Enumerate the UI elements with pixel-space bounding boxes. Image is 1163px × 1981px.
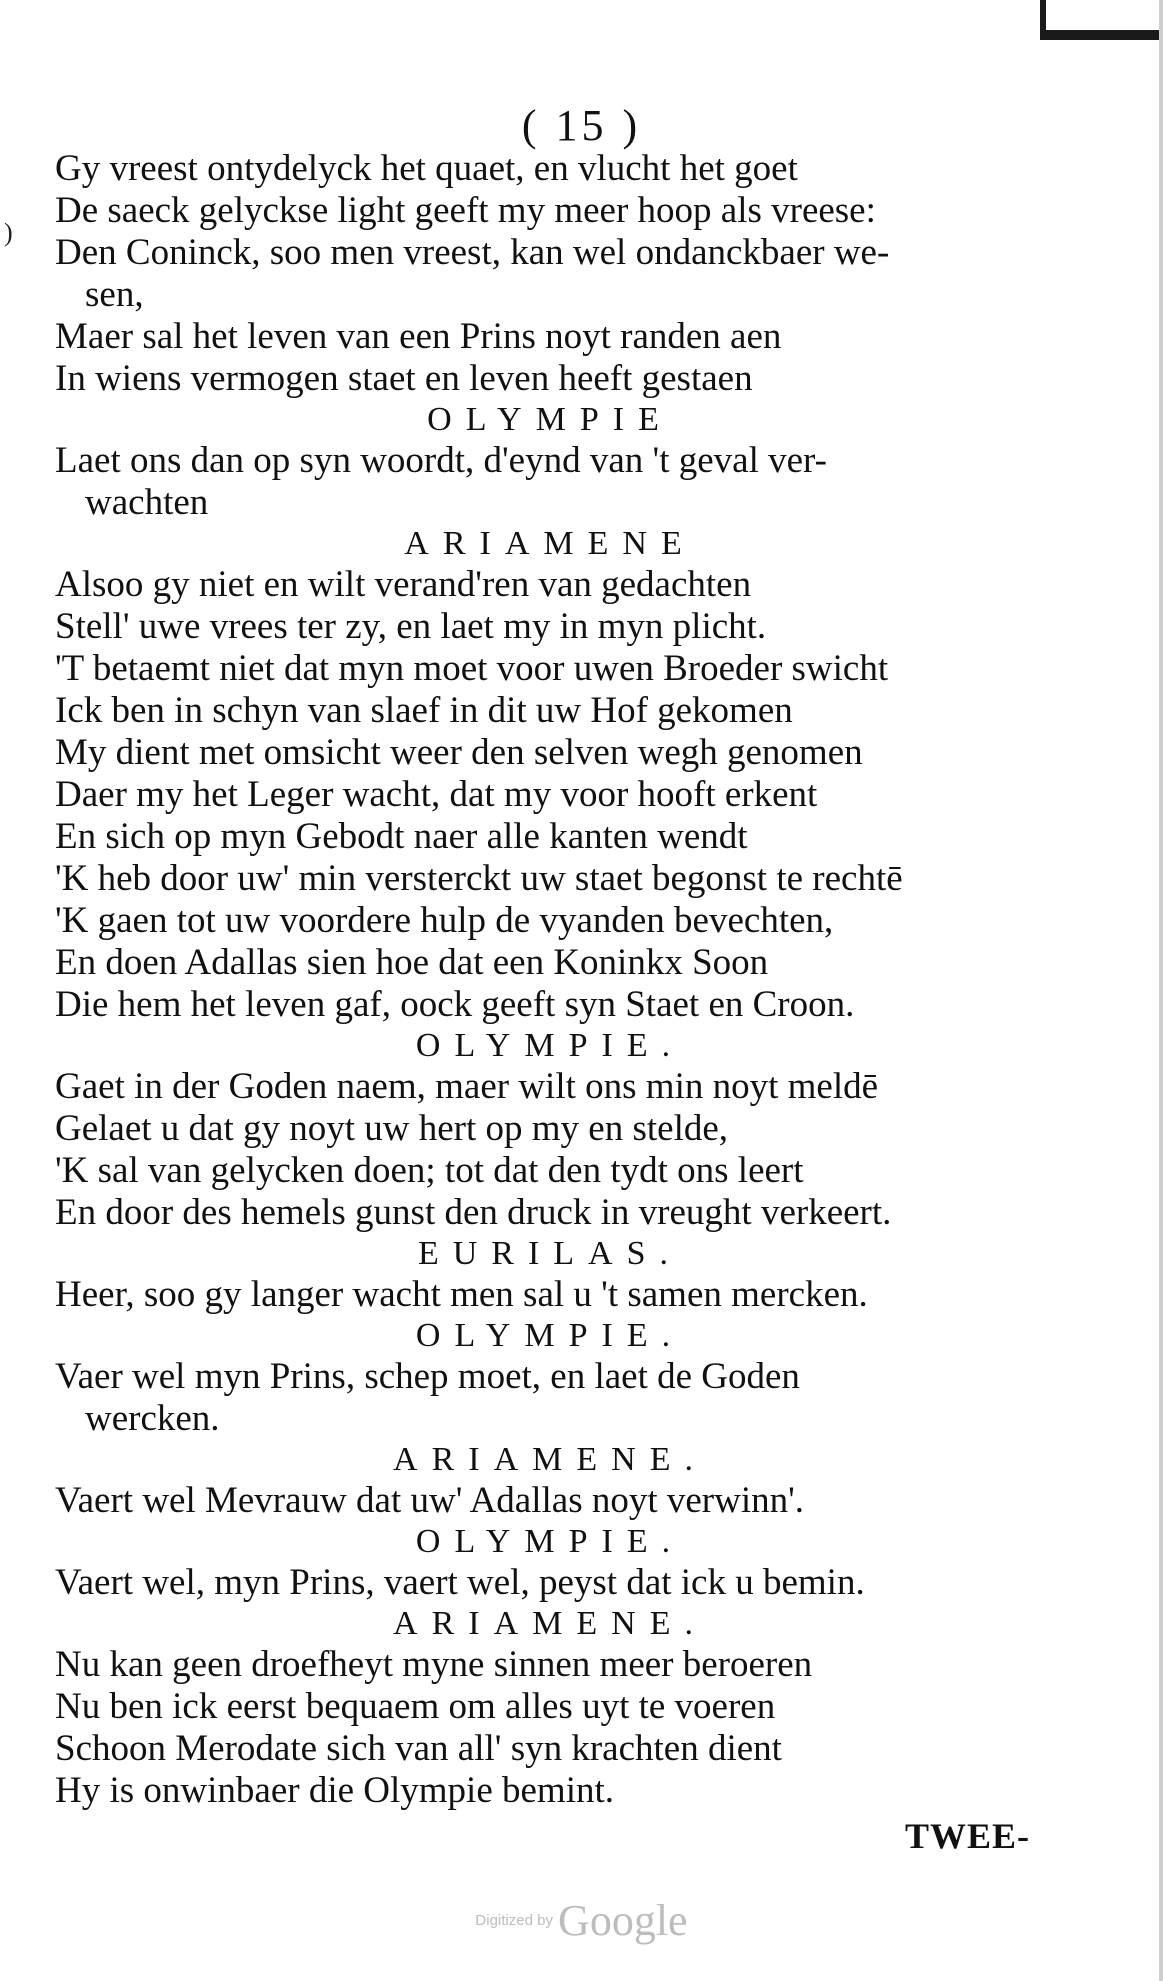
verse-line: En doen Adallas sien hoe dat een Koninkx Soon: [55, 942, 769, 983]
verse-line: Vaert wel Mevrauw dat uw' Adallas noyt verwinn'.: [55, 1480, 805, 1521]
verse-line: Stell' uwe vrees ter zy, en laet my in myn plicht.: [55, 606, 767, 647]
catchword: TWEE-: [905, 1816, 1031, 1856]
verse-line: Ick ben in schyn van slaef in dit uw Hof gekomen: [55, 690, 793, 731]
speaker-name: OLYMPIE.: [415, 1027, 685, 1064]
verse-line: Schoon Merodate sich van all' syn krachten dient: [55, 1728, 782, 1769]
watermark-prefix: Digitized by: [475, 1912, 553, 1929]
verse-line: Nu ben ick eerst bequaem om alles uyt te voeren: [55, 1686, 776, 1727]
verse-line: wercken.: [85, 1398, 220, 1439]
verse-line: My dient met omsicht weer den selven wegh genomen: [55, 732, 863, 773]
page-corner-border: [1040, 0, 1163, 40]
verse-line: En door des hemels gunst den druck in vreught verkeert.: [55, 1192, 892, 1233]
speaker-name: ARIAMENE.: [393, 1605, 707, 1642]
verse-line: En sich op myn Gebodt naer alle kanten wendt: [55, 816, 748, 857]
verse-line: Vaer wel myn Prins, schep moet, en laet de Goden: [55, 1356, 800, 1397]
verse-line: Laet ons dan op syn woordt, d'eynd van 't geval ver-: [55, 440, 827, 481]
verse-line: Gelaet u dat gy noyt uw hert op my en stelde,: [55, 1108, 729, 1149]
verse-line: sen,: [85, 274, 144, 315]
verse-line: Alsoo gy niet en wilt verand'ren van gedachten: [55, 564, 752, 605]
verse-text-block: [55, 148, 1065, 1812]
digitized-watermark: [0, 1895, 1163, 1946]
verse-line: Hy is onwinbaer die Olympie bemint.: [55, 1770, 615, 1811]
verse-line: Vaert wel, myn Prins, vaert wel, peyst dat ick u bemin.: [55, 1562, 865, 1603]
verse-line: 'K heb door uw' min versterckt uw staet begonst te rechtē: [55, 858, 903, 899]
verse-line: Gy vreest ontydelyck het quaet, en vlucht het goet: [55, 148, 798, 189]
speaker-name: OLYMPIE: [427, 401, 673, 438]
verse-line: De saeck gelyckse light geeft my meer hoop als vreese:: [55, 190, 876, 231]
speaker-name: ARIAMENE: [404, 525, 696, 562]
verse-line: Nu kan geen droefheyt myne sinnen meer beroeren: [55, 1644, 813, 1685]
verse-line: Daer my het Leger wacht, dat my voor hooft erkent: [55, 774, 818, 815]
verse-line: wachten: [85, 482, 209, 523]
page-edge: [1159, 0, 1163, 1981]
verse-line: 'T betaemt niet dat myn moet voor uwen Broeder swicht: [55, 648, 889, 689]
verse-line: Maer sal het leven van een Prins noyt randen aen: [55, 316, 782, 357]
speaker-name: OLYMPIE.: [415, 1317, 685, 1354]
margin-mark: ): [4, 218, 13, 247]
page-number: ( 15 ): [521, 101, 642, 150]
verse-line: Den Coninck, soo men vreest, kan wel ondanckbaer we-: [55, 232, 890, 273]
speaker-name: EURILAS.: [417, 1235, 683, 1272]
verse-line: 'K gaen tot uw voordere hulp de vyanden bevechten,: [55, 900, 834, 941]
speaker-name: ARIAMENE.: [393, 1441, 707, 1478]
verse-line: 'K sal van gelycken doen; tot dat den tydt ons leert: [55, 1150, 804, 1191]
verse-line: Die hem het leven gaf, oock geeft syn Staet en Croon.: [55, 984, 855, 1025]
verse-line: Gaet in der Goden naem, maer wilt ons min noyt meldē: [55, 1066, 879, 1107]
speaker-name: OLYMPIE.: [415, 1523, 685, 1560]
verse-line: In wiens vermogen staet en leven heeft gestaen: [55, 358, 753, 399]
google-logo: Google: [558, 1896, 688, 1945]
verse-line: Heer, soo gy langer wacht men sal u 't samen mercken.: [55, 1274, 868, 1315]
